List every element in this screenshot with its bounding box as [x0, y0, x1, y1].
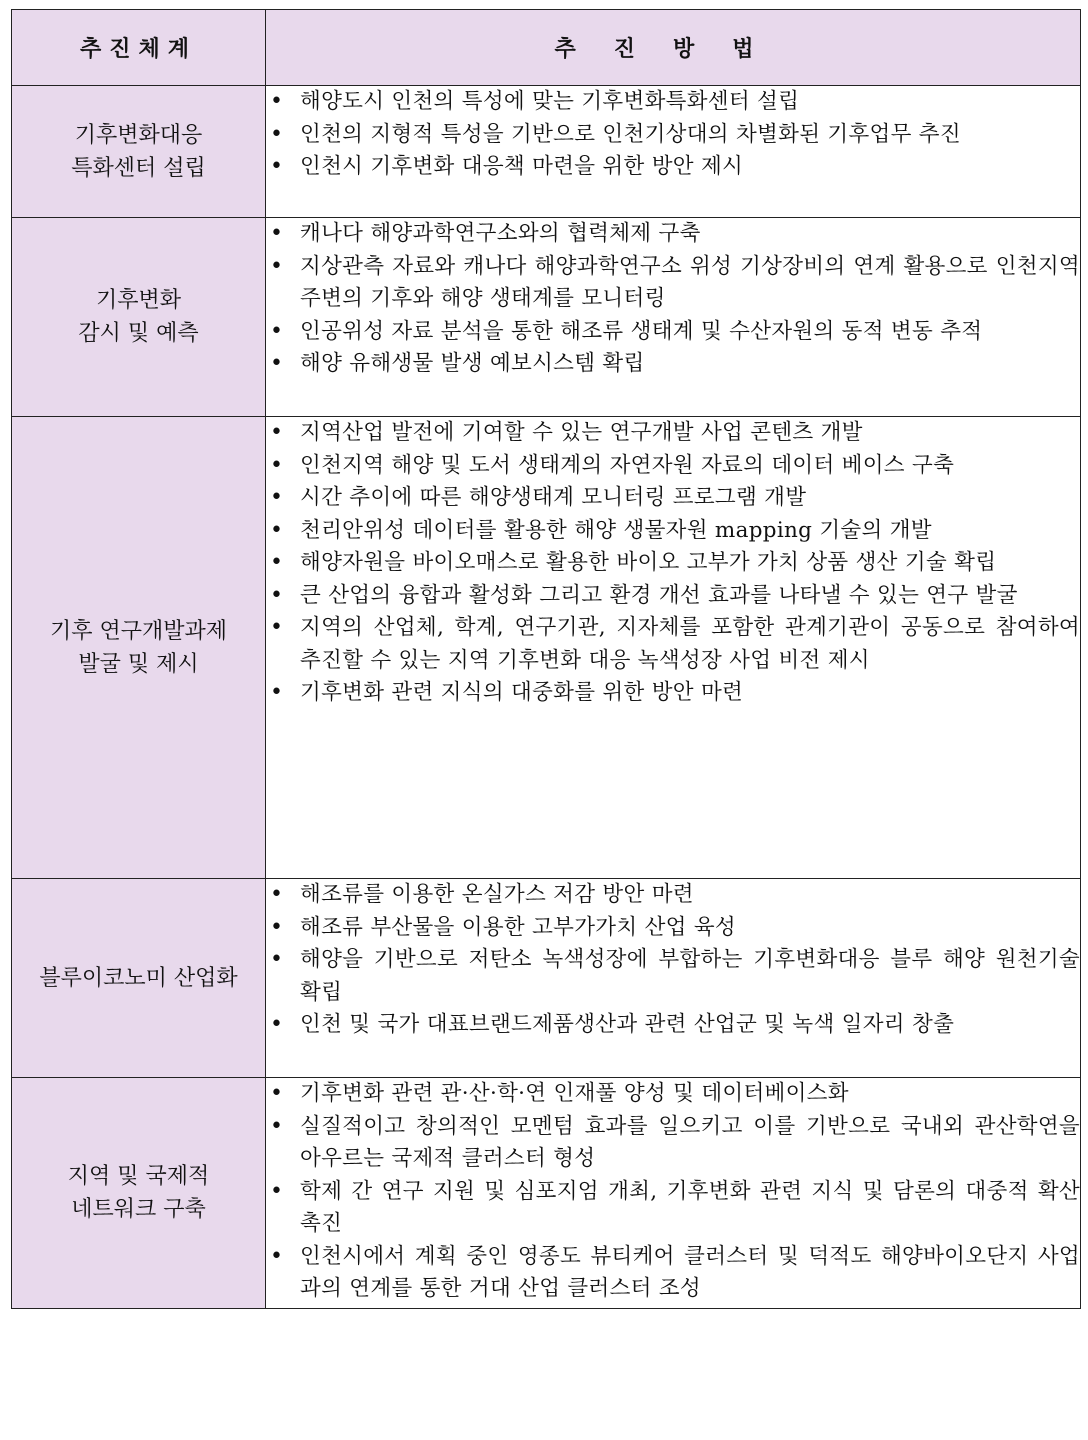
header-method: 추진방법: [266, 10, 1081, 86]
list-item: • 해양자원을 바이오매스로 활용한 바이오 고부가 가치 상품 생산 기술 확립: [266, 547, 1080, 580]
list-item: • 지역의 산업체, 학계, 연구기관, 지자체를 포함한 관계기관이 공동으로 참여하여 추진할 수 있는 지역 기후변화 대응 녹색성장 사업 비전 제시: [266, 612, 1080, 677]
list-item: • 해조류 부산물을 이용한 고부가가치 산업 육성: [266, 912, 1080, 945]
list-item: • 인천시 기후변화 대응책 마련을 위한 방안 제시: [266, 151, 1080, 184]
list-item: • 지상관측 자료와 캐나다 해양과학연구소 위성 기상장비의 연계 활용으로 인천지역 주변의 기후와 해양 생태계를 모니터링: [266, 251, 1080, 316]
list-item: • 학제 간 연구 지원 및 심포지엄 개최, 기후변화 관련 지식 및 담론의 대중적 확산 촉진: [266, 1176, 1080, 1241]
row-category: [12, 218, 266, 417]
list-item: • 해양도시 인천의 특성에 맞는 기후변화특화센터 설립: [266, 86, 1080, 119]
list-item: • 인천의 지형적 특성을 기반으로 인천기상대의 차별화된 기후업무 추진: [266, 119, 1080, 152]
header-row: [12, 10, 1081, 86]
category-line: 블루이코노미 산업화: [39, 965, 238, 991]
list-item: • 기후변화 관련 관·산·학·연 인재풀 양성 및 데이터베이스화: [266, 1078, 1080, 1111]
table-row: [12, 879, 1081, 1078]
list-item: • 해조류를 이용한 온실가스 저감 방안 마련: [266, 879, 1080, 912]
category-line: 특화센터 설립: [71, 155, 206, 181]
category-line: 기후 연구개발과제: [49, 618, 227, 644]
category-line: 기후변화: [95, 288, 181, 313]
list-item: • 기후변화 관련 지식의 대중화를 위한 방안 마련: [266, 677, 1080, 710]
row-category: [12, 1078, 266, 1309]
row-methods: [266, 879, 1081, 1078]
list-item: • 천리안위성 데이터를 활용한 해양 생물자원 mapping 기술의 개발: [266, 515, 1080, 548]
list-item: • 해양을 기반으로 저탄소 녹색성장에 부합하는 기후변화대응 블루 해양 원천기술 확립: [266, 944, 1080, 1009]
header-category: 추진체계: [12, 10, 266, 86]
list-item: • 인천시에서 계획 중인 영종도 뷰티케어 클러스터 및 덕적도 해양바이오단지 사업과의 연계를 통한 거대 산업 클러스터 조성: [266, 1241, 1080, 1306]
row-methods: [266, 417, 1081, 879]
category-line: 발굴 및 제시: [78, 651, 199, 677]
table-row: [12, 417, 1081, 879]
list-item: • 큰 산업의 융합과 활성화 그리고 환경 개선 효과를 나타낼 수 있는 연구 발굴: [266, 580, 1080, 613]
list-item: • 인천지역 해양 및 도서 생태계의 자연자원 자료의 데이터 베이스 구축: [266, 450, 1080, 483]
category-line: 지역 및 국제적: [67, 1164, 210, 1189]
row-methods: [266, 218, 1081, 417]
list-item: • 인천 및 국가 대표브랜드제품생산과 관련 산업군 및 녹색 일자리 창출: [266, 1009, 1080, 1042]
table-row: [12, 86, 1081, 218]
table-row: [12, 1078, 1081, 1309]
row-methods: [266, 86, 1081, 218]
list-item: • 실질적이고 창의적인 모멘텀 효과를 일으키고 이를 기반으로 국내외 관산학연을 아우르는 국제적 클러스터 형성: [266, 1111, 1080, 1176]
row-category: [12, 86, 266, 218]
list-item: • 해양 유해생물 발생 예보시스템 확립: [266, 348, 1080, 381]
list-item: • 인공위성 자료 분석을 통한 해조류 생태계 및 수산자원의 동적 변동 추적: [266, 316, 1080, 349]
category-line: 감시 및 예측: [78, 321, 199, 346]
row-category: [12, 417, 266, 879]
list-item: • 지역산업 발전에 기여할 수 있는 연구개발 사업 콘텐츠 개발: [266, 417, 1080, 450]
list-item: • 캐나다 해양과학연구소와의 협력체제 구축: [266, 218, 1080, 251]
table-row: [12, 218, 1081, 417]
strategy-table: [11, 9, 1081, 1309]
row-category: [12, 879, 266, 1078]
category-line: 네트워크 구축: [71, 1197, 206, 1222]
category-line: 기후변화대응: [74, 122, 203, 148]
list-item: • 시간 추이에 따른 해양생태계 모니터링 프로그램 개발: [266, 482, 1080, 515]
row-methods: [266, 1078, 1081, 1309]
